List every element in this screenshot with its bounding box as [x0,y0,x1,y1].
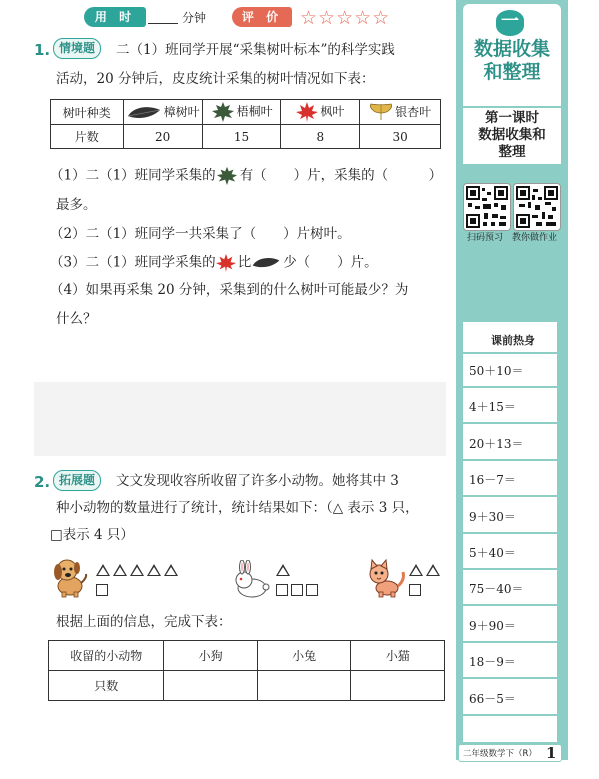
ginkgo-leaf-icon [369,103,393,121]
warmup-calc-item[interactable]: 75－40＝ [463,572,557,606]
warmup-calc-item[interactable]: 50＋10＝ [463,354,557,388]
q1-text-line1: 二（1）班同学开展“采集树叶标本”的科学实践 [116,42,395,58]
q2-text-line3: □表示 4 只） [50,527,134,543]
q1-sub1-cont: 最多。 [56,197,97,213]
camphor-leaf-icon [126,105,162,121]
warmup-calc-item[interactable]: 20＋13＝ [463,427,557,461]
q2-number: 2. [34,473,51,491]
answer-cell-rabbit[interactable] [257,671,351,701]
triangle-icon [113,564,127,576]
lesson-title-line2: 数据收集和 [478,127,546,143]
q2-text-line2: 种小动物的数量进行了统计，统计结果如下：（△ 表示 3 只， [56,500,419,516]
q1-sub3-part3: 少（ ）片。 [283,254,378,271]
unit-title-line1: 数据收集 [473,38,550,60]
q2-instruction: 根据上面的信息，完成下表： [56,614,232,630]
leaf-table-header-type: 树叶种类 [51,100,124,125]
q2-text-line1: 文文发现收容所收留了许多小动物。她将其中 3 [116,473,399,489]
triangle-icon [96,564,110,576]
leaf-count: 8 [281,125,360,149]
rabbit-squares [276,579,346,598]
maple-leaf-icon [296,102,318,122]
triangle-icon [409,564,423,576]
q1-sub4: （4）如果再采集 20 分钟，采集到的什么树叶可能最少？为 [50,282,409,298]
camphor-leaf-icon [251,256,281,270]
q1-number: 1. [34,41,51,59]
leaf-ginkgo-cell [360,100,441,125]
footer-grade-label: 二年级数学下（R） [458,744,562,762]
q1-sub4-cont: 什么？ [56,311,97,327]
square-icon [306,584,318,596]
phoenix-tree-leaf-icon [211,102,235,122]
leaf-count: 20 [123,125,202,149]
leaf-name: 樟树叶 [163,105,200,120]
cat-triangles [409,561,449,577]
triangle-icon [276,564,290,576]
dog-icon [50,556,90,598]
answer-area[interactable] [34,382,446,456]
qr-code-preview-icon[interactable] [464,184,510,230]
q1-sub2: （2）二（1）班同学一共采集了（ ）片树叶。 [50,226,351,242]
phoenix-tree-leaf-icon [216,166,238,186]
leaf-count: 30 [360,125,441,149]
square-icon [276,584,288,596]
lesson-title-line3: 整理 [498,144,526,160]
q1-sub1-part1: （1）二（1）班同学采集的 [50,167,216,184]
rabbit-icon [232,560,270,598]
maple-leaf-icon [216,253,236,273]
animal-table-header: 小狗 [164,641,258,671]
time-label: 用 时 [84,7,146,27]
q1-tag: 情境题 [53,38,101,59]
answer-cell-dog[interactable] [164,671,258,701]
leaf-maple-cell [281,100,360,125]
warmup-calc-item[interactable]: 4＋15＝ [463,390,557,424]
leaf-count: 15 [202,125,281,149]
square-icon [96,584,108,596]
triangle-icon [426,564,440,576]
q1-sub1 [50,166,442,186]
qr-label-preview: 扫码预习 [467,233,504,243]
leaf-name: 枫叶 [320,104,345,119]
dog-squares [96,579,186,598]
answer-cell-cat[interactable] [351,671,445,701]
lesson-title [463,106,561,161]
animal-table-header: 小兔 [257,641,351,671]
leaf-table [50,99,441,149]
rabbit-symbols [276,561,346,598]
q1-sub3-part2: 比 [237,254,252,271]
qr-label-homework: 教你做作业 [512,233,558,243]
warmup-label: 课前热身 [491,334,535,347]
q1-sub3-part1: （3）二（1）班同学采集的 [50,254,216,271]
dog-triangles [96,561,186,577]
triangle-icon [164,564,178,576]
warmup-calc-item[interactable]: 9＋30＝ [463,500,557,534]
triangle-icon [147,564,161,576]
warmup-calc-item[interactable]: 5＋40＝ [463,536,557,570]
triangle-icon [130,564,144,576]
warmup-calc-item[interactable]: 18－9＝ [463,645,557,679]
cat-squares [409,579,449,598]
animal-table-row-label: 只数 [49,671,164,701]
chapter-badge: 一 [496,10,524,36]
rabbit-triangles [276,561,346,577]
rating-stars[interactable]: ☆☆☆☆☆ [300,7,391,29]
leaf-phoenix-cell [202,100,281,125]
unit-title [463,38,561,84]
warmup-calc-item[interactable]: 66－5＝ [463,682,557,716]
lesson-title-line1: 第一课时 [485,110,539,126]
minutes-label: 分钟 [182,11,207,25]
warmup-calc-item[interactable]: 16－7＝ [463,463,557,497]
q1-text-line2: 活动，20 分钟后，皮皮统计采集的树叶情况如下表： [56,71,375,87]
rating-label: 评 价 [232,7,292,27]
leaf-camphor-cell [123,100,202,125]
square-icon [409,584,421,596]
q2-tag: 拓展题 [53,470,101,491]
dog-symbols [96,561,186,598]
warmup-calc-item[interactable]: 9＋90＝ [463,609,557,643]
animal-table-header: 小猫 [351,641,445,671]
q1-sub1-part2: 有（ ）片，采集的（ ） [239,167,443,184]
leaf-table-header-count: 片数 [51,125,124,149]
cat-icon [365,558,407,598]
cat-symbols [409,561,449,598]
time-blank[interactable] [148,23,178,24]
qr-code-homework-icon[interactable] [514,184,560,230]
animal-table-header: 收留的小动物 [49,641,164,671]
square-icon [291,584,303,596]
unit-title-line2: 和整理 [483,61,541,83]
q1-sub3 [50,253,378,273]
leaf-name: 银杏叶 [395,104,432,119]
leaf-name: 梧桐叶 [236,104,273,119]
page-number: 1 [546,744,557,762]
animal-table [48,640,445,701]
